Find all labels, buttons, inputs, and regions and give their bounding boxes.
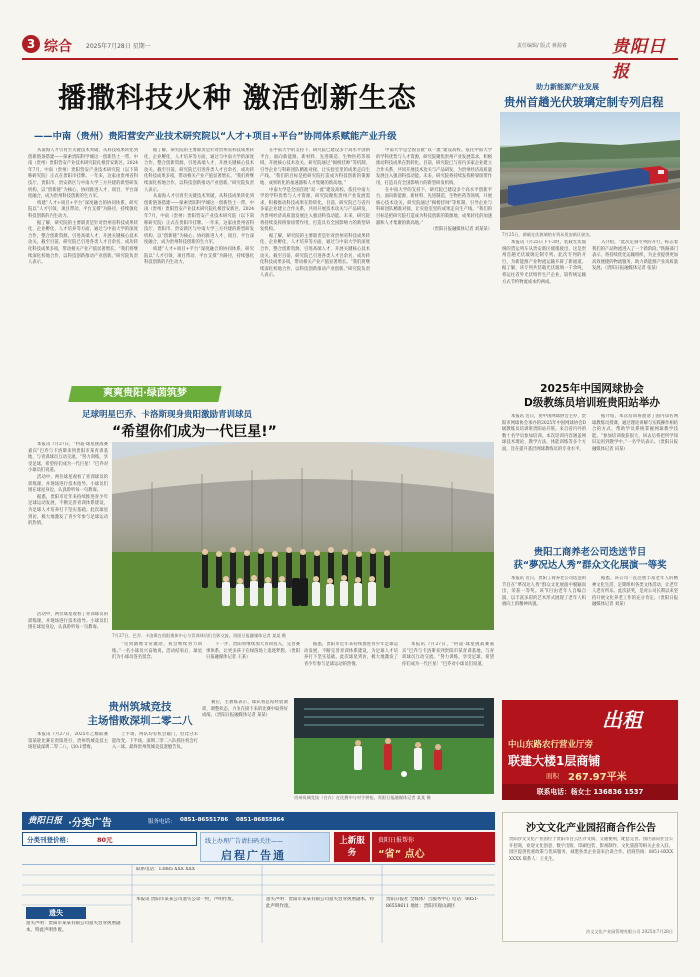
train-paragraph: 本报讯 7月25日下午3时，装载光伏玻璃的货运列车从贵安新区缓缓驶出，这是贵州首趟光伏玻璃定制专列。此次专列的开行，为新能源产业物流运输开辟了新通道。据了解，该专列共装载光伏玻璃一千余吨，将运往省外光伏组件生产企业，较传统运输方式节约物流成本约两成。 [502, 240, 586, 285]
match-column-2 [112, 732, 198, 800]
page-header [22, 32, 678, 82]
tennis-paragraph: 本报讯 近日，由中国网球协会主办、贵阳市网球协会承办的2025年中国网球协会D级教练员培训班贵阳站开班。来自省内外的数十名学员参加培训。本次培训内容涵盖网球技术理论、教学方法、体能训练等多个方面，旨在提升基层网球教练员的专业水平。 [502, 414, 586, 452]
classified-notice: 遗失声明：贵阳市某某有限公司遗失营业执照副本，特此声明作废。 [26, 921, 121, 933]
classified-header [22, 812, 495, 830]
classified-notice: 本报讯 贵阳市某某公司遗失公章一枚，声明作废。 [136, 897, 237, 902]
service-big: “省” 点心 [378, 849, 425, 860]
train-illustration [500, 112, 680, 230]
soccer-photo-caption: 7月27日，巴乔、卡洛斯在贵阳奥体中心与青训球员们合影交流。贵阳日报融媒体记者 某某 摄 [112, 633, 286, 638]
classified-notice: 贵阳日报社 全媒体广告服务中心 电话：0851-86558611 地址：贵阳市观山湖区 [386, 897, 479, 909]
soccer-bottom-column-3 [304, 642, 398, 696]
classified-hotline-2: 0851-86855864 [236, 817, 285, 823]
lead-paragraph: 在中南大学的支持下，研究院已建设多个高水平创新平台，面向新能源、新材料、先进制造、生物医药等领域，开展核心技术攻关。研究院通过“揭榜挂帅”等机制，引导企业与科研团队精准对接，让实验室里的成果走向生产线。“我们的目标是把研究院打造成为科技创新的策源地、成果转化的加速器和人才集聚的新高地。” [260, 148, 370, 186]
rental-ad-area: 267.97平米 [568, 772, 627, 783]
lead-paragraph: 据了解，研究院的主要职责是针对贵州省科技成果转化、企业孵化、人才培养等方面，通过与中南大学的深度合作，整合创新资源，引进高端人才，开展关键核心技术攻关。截至目前，研究院已引进各类人才百余名，成功转化科技成果多项，带动相关产业产值显著增长。“我们将继续深化校地合作，以科技创新推动产业创新。”研究院负责人表示。 [260, 233, 370, 279]
rental-ad-contact-bar [502, 784, 678, 800]
lead-paragraph: 从南海人才引育至关键技术突破，从科技成果转化到创新链条搭建——探索贵阳科学城这一创新热土一带，中南（贵州）贵阳营安产业技术研究院扎根营安新区。2024年7月，中南（贵州）贵阳营安产业技术研究院（以下简称研究院）正式在贵阳市挂牌。一年来，这家由贵州省科技厅、贵阳市、贵安新区与中南大学三方共建的新型研发机构，以“创新链”为核心，协同推进人才、项目、平台深度融合，成为贵州科技创新的生力军。 [144, 194, 254, 246]
train-photo [500, 112, 680, 230]
classified-notice: 联系电话：13885 XXX XXX [136, 867, 195, 872]
soccer-paragraph: 下一步，贵阳将继续加大青训投入，完善赛事体系，让更多孩子在绿茵场上追逐梦想。（贵阳日报融媒体记者 王某） [206, 642, 300, 661]
match-headline: 贵州筑城竞技 主场惜败深圳二零二八 [87, 701, 193, 727]
award-column-2 [592, 576, 678, 692]
rental-ad-line2: 联建大楼1层商铺 [508, 754, 601, 768]
lead-paragraph: 中南大学是全国首批“双一流”建设高校。依托中南大学的学科优势与人才资源，研究院聚焦贵州产业发展需求，积极推动科技成果在黔转化。目前，研究院已与省内多家企业建立合作关系，共同开展技术攻关与产品研发，为贵州经济高质量发展注入强劲科技动能。未来，研究院将持续发挥桥梁纽带作用，打造具有全国影响力的新型研发机构。 [376, 148, 492, 186]
train-headline: 贵州首趟光伏玻璃定制专列启程 [504, 95, 664, 109]
award-paragraph: 本报讯 近日，贵阳工商养老公司选送的节目在“夢况达人秀”群众文化展演中脱颖而出，荣获一等奖。该节目由老年人自编自演，以丰富多彩的艺术形式展现了老年人积极向上的精神风貌。 [502, 576, 586, 608]
lead-paragraph: 中南大学是全国首批“双一流”建设高校。依托中南大学的学科优势与人才资源，研究院聚焦贵州产业发展需求，积极推动科技成果在黔转化。目前，研究院已与省内多家企业建立合作关系，共同开展技术攻关与产品研发，为贵州经济高质量发展注入强劲科技动能。未来，研究院将持续发挥桥梁纽带作用，打造具有全国影响力的新型研发机构。 [260, 187, 370, 233]
soccer-column-1 [28, 442, 108, 612]
editor-credits: 责任编辑/ 版式 蒋源睿 [517, 43, 567, 49]
tennis-paragraph: 据介绍，本次培训班邀请了国内知名网球教练员授课，通过理论讲解与实践操作相结合的方式，帮助学员系统掌握网球教学技能。“参加培训收获很大，回去后将把所学知识运用到教学中。”一名学员表示。（贵阳日报融媒体记者 田某） [592, 414, 678, 452]
lead-column-4 [376, 148, 492, 378]
notice-title: 沙文文化产业园招商合作公告 [526, 823, 656, 834]
lead-paragraph: 据了解，研究院的主要职责是针对贵州省科技成果转化、企业孵化、人才培养等方面，通过与中南大学的深度合作，整合创新资源，引进高端人才，开展关键核心技术攻关。截至目前，研究院已引进各类人才百余名，成功转化科技成果多项，带动相关产业产值显著增长。“我们将继续深化校地合作，以科技创新推动产业创新。”研究院负责人表示。 [28, 220, 138, 266]
lead-headline: 播撒科技火种 激活创新生态 [58, 81, 417, 114]
header-rule [22, 58, 678, 60]
lead-paragraph: 在中南大学的支持下，研究院已建设多个高水平创新平台，面向新能源、新材料、先进制造、生物医药等领域，开展核心技术攻关。研究院通过“揭榜挂帅”等机制，引导企业与科研团队精准对接，让实验室里的成果走向生产线。“我们的目标是把研究院打造成为科技创新的策源地、成果转化的加速器和人才集聚的新高地。” [376, 187, 492, 226]
notice-body: 贵阳沙文文化产业园位于贵阳市白云区沙文镇，交通便利，配套完善。园区面向社会公开招商，欢迎文化创意、数字出版、印刷包装、影视制作、文化旅游等相关企业入驻。园区提供优惠政策与优质服务，诚邀各类企业前来洽谈合作。招商热线：0851-8XXXXXXX 联系人：王先生。 [509, 837, 673, 862]
notice-box [502, 812, 678, 942]
new-service-text: 上新服务 [339, 836, 365, 858]
tennis-headline: 2025年中国网球协会 D级教练员培训班贵阳站举办 [524, 383, 660, 409]
match-paragraph: 本报讯 7月27日，2025年乙级联赛第某轮比赛在贵阳进行，贵州筑城竞技主场迎战深圳二零二八，以0:1惜败。 [28, 732, 108, 751]
section-number: 3 [26, 37, 36, 51]
soccer-paragraph: “见到偶像非常激动，我会继续努力训练。”一名小球员兴奋地说。活动结束后，球星们为小球员签名留念。 [112, 642, 202, 661]
match-paragraph: 赛后，主教练表示，球队将总结经验教训，调整状态，力争在接下来的比赛中取得好成绩。（贵阳日报融媒体记者 某某） [202, 700, 288, 719]
lead-paragraph: 构建“人才+项目+平台”深度融合的协同体系，研究院以“人才引领、项目带动、平台支撑”为路径，持续强化科技创新的内生动力。 [144, 246, 254, 266]
soccer-photo [112, 442, 494, 630]
service-title: 贵阳日报帮你 [378, 837, 415, 844]
rental-ad-line1: 中山东路农行营业厅旁 [508, 740, 594, 750]
section-badge [22, 35, 40, 53]
tennis-column-2 [592, 414, 678, 534]
classified-banner-big: 启程广告通 [221, 849, 286, 862]
classified-hotline-label: 服务电话： [148, 819, 176, 825]
rental-ad-contact: 联系电话：杨女士 136836 1537 [536, 788, 644, 796]
soccer-headline: “希望你们成为一代巨星!” [112, 424, 277, 440]
new-service-badge [334, 832, 370, 862]
soccer-banner [68, 386, 221, 402]
classified-qr-banner [200, 832, 330, 862]
rental-ad [502, 700, 678, 800]
train-column-1 [502, 240, 586, 368]
lead-paragraph: 从南海人才引育至关键技术突破，从科技成果转化到创新链条搭建——探索贵阳科学城这一创新热土一带，中南（贵州）贵阳营安产业技术研究院扎根营安新区。2024年7月，中南（贵州）贵阳营安产业技术研究院（以下简称研究院）正式在贵阳市挂牌。一年来，这家由贵州省科技厅、贵阳市、贵安新区与中南大学三方共建的新型研发机构，以“创新链”为核心，协同推进人才、项目、平台深度融合，成为贵州科技创新的生力军。 [28, 148, 138, 200]
classified-title: ·分类广告 [68, 818, 112, 829]
soccer-paragraph: 据悉，贵阳市近年来持续推进青少年足球运动发展，不断完善青训体系建设，为足球人才培养打下坚实基础。此次球星到访，极大地激发了青少年参与足球运动的热情。 [304, 642, 398, 667]
classified-table [22, 864, 495, 942]
soccer-paragraph: 据悉，贵阳市近年来持续推进青少年足球运动发展，不断完善青训体系建设，为足球人才培养打下坚实基础。此次球星到访，极大地激发了青少年参与足球运动的热情。 [28, 494, 108, 527]
classified-price: 80元 [97, 836, 113, 844]
award-column-1 [502, 576, 586, 692]
match-photo-caption: 贵州筑城竞技（白衣）在比赛中与对手拼抢。贵阳日报融媒体记者 某某 摄 [294, 795, 431, 800]
soccer-paragraph: 本报讯 7月27日，“村超·球星挑战赛嘉宾”巴乔与卡洛斯来到贵阳市某青训基地，与青训球员互动交流。“努力训练，享受足球，希望你们成为一代巨星！”巴乔对小球员们说道。 [402, 642, 494, 667]
award-paragraph: 据悉，该公司一直注重丰富老年人的精神文化生活，定期组织各类文体活动，让老年人老有所乐。此次获奖，是对公司长期以来坚持开展文化养老工作的充分肯定。（贵阳日报融媒体记者 刘某） [592, 576, 678, 608]
masthead-logo: 贵阳日报 [612, 37, 666, 82]
soccer-bottom-column-1 [112, 642, 202, 696]
lead-column-2 [144, 148, 254, 378]
match-photo [294, 698, 494, 794]
urgent-label: 遗失 [26, 907, 86, 919]
classified-price-label: 分类刊登价格： [27, 836, 73, 844]
tennis-column-1 [502, 414, 586, 534]
soccer-kicker: 足球明星巴乔、卡洛斯现身贵阳激励青训球员 [82, 410, 253, 420]
lead-column-3 [260, 148, 370, 378]
issue-date: 2025年7月28日 星期一 [86, 43, 151, 50]
lead-paragraph: 据了解，研究院的主要职责是针对贵州省科技成果转化、企业孵化、人才培养等方面，通过与中南大学的深度合作，整合创新资源，引进高端人才，开展关键核心技术攻关。截至目前，研究院已引进各类人才百余名，成功转化科技成果多项，带动相关产业产值显著增长。“我们将继续深化校地合作，以科技创新推动产业创新。”研究院负责人表示。 [144, 148, 254, 193]
notice-footer: 沙文文化产业园管理有限公司 2025年7月28日 [586, 929, 673, 934]
section-name: 综合 [44, 39, 72, 55]
rental-ad-area-label: 面积 [546, 772, 559, 780]
train-kicker: 助力新能源产业发展 [536, 83, 599, 91]
classified-logo: 贵阳日报 [28, 816, 63, 826]
rental-ad-brand: 出租 [602, 708, 642, 732]
train-photo-caption: 7月25日，满载光伏玻璃的专列从贵安新区驶出。 [502, 232, 594, 237]
match-column-3 [202, 700, 288, 800]
lead-column-1 [28, 148, 138, 378]
classified-notice: 遗失声明：贵阳市某某有限公司遗失营业执照副本，特此声明作废。 [266, 897, 374, 909]
lead-reporter: （贵阳日报融媒体记者 刘某某） [430, 227, 492, 233]
service-box [372, 832, 495, 862]
match-illustration [294, 698, 494, 794]
train-paragraph: 入介绍，“此次定制专列的开行，标志着我们的产品物流进入了一个新阶段。”铁路部门表示，将持续优化运输组织，为企业提供更加高效便捷的物流服务，助力新能源产业高质量发展。（贵阳日报融媒体记者 张某） [592, 240, 678, 272]
classified-hotline: 0851-86551786 [180, 817, 229, 823]
soccer-paragraph: 活动中，两位球星观看了青训球员的训练课，并现场进行技术指导。小球员们围在球星身边，认真聆听每一句教诲。 [28, 612, 108, 631]
soccer-bottom-column-2 [206, 642, 300, 696]
soccer-column-2 [28, 612, 108, 694]
lead-paragraph: 构建“人才+项目+平台”深度融合的协同体系，研究院以“人才引领、项目带动、平台支撑”为路径，持续强化科技创新的内生动力。 [28, 200, 138, 219]
classified-price-row [22, 832, 197, 846]
classified-banner-text: 线上办理广告请扫码关注—— [205, 838, 284, 845]
match-column-1 [28, 732, 108, 800]
soccer-paragraph: 本报讯 7月27日，“村超·球星挑战赛嘉宾”巴乔与卡洛斯来到贵阳市某青训基地，与青训球员互动交流。“努力训练，享受足球，希望你们成为一代巨星！”巴乔对小球员们说道。 [28, 442, 108, 474]
lead-subheadline: ——中南（贵州）贵阳营安产业技术研究院以“人才+项目+平台”协同体系赋能产业升级 [34, 131, 397, 142]
soccer-bottom-column-4 [402, 642, 494, 696]
award-headline: 贵阳工商养老公司迭送节目 获“夢况达人秀”群众文化展演一等奖 [513, 547, 667, 571]
train-column-2 [592, 240, 678, 368]
soccer-paragraph: 活动中，两位球星观看了青训球员的训练课，并现场进行技术指导。小球员们围在球星身边，认真聆听每一句教诲。 [28, 474, 108, 494]
stadium-illustration [112, 442, 494, 630]
soccer-banner-text: 爽爽贵阳·绿茵筑梦 [103, 388, 187, 399]
match-paragraph: 上半场，两队均有机会破门，但比分未能改变。下半场，深圳二零二八队抓住机会打入一球。最终贵州筑城竞技遗憾告负。 [112, 732, 198, 751]
